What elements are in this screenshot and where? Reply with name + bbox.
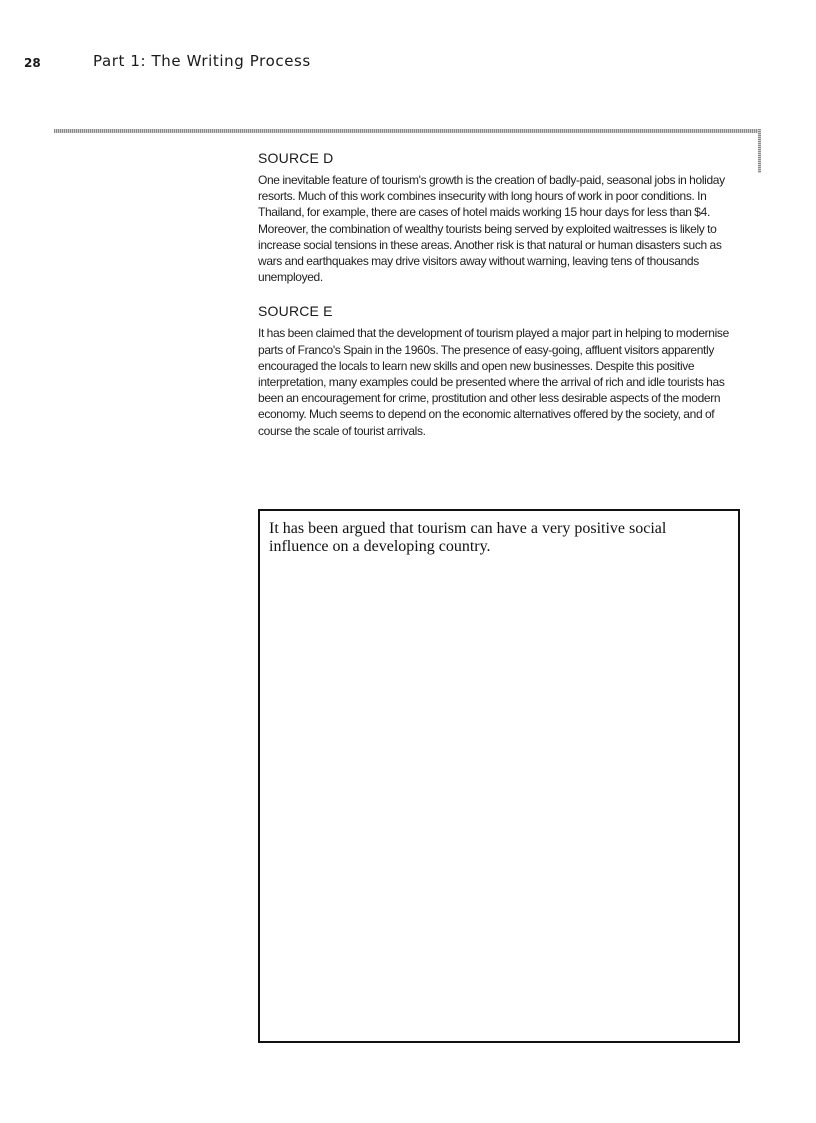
header-rule-end [758, 129, 761, 173]
header-rule [54, 129, 761, 133]
running-title: Part 1: The Writing Process [93, 52, 311, 70]
page-number: 28 [24, 56, 41, 70]
source-e-text: It has been claimed that the development of tourism played a major part in helping to modernise parts of Franco's Spain in the 1960s. The presence of easy-going, affluent visitors apparently encouraged the locals to learn new skills and open new businesses. Despite this positive interpretation, many examples could be presented where the arrival of rich and idle tourists has been an encouragement for crime, prostitution and other less desirable aspects of the modern economy. Much seems to depend on the economic alternatives offered by the society, and of course the scale of tourist arrivals. [258, 326, 729, 438]
source-d-text: One inevitable feature of tourism's growth is the creation of badly-paid, seasonal jobs in holiday resorts. Much of this work combines insecurity with long hours of work in poor conditions. In Thailand, for example, there are cases of hotel maids working 15 hour days for less than $4. Moreover, the combination of wealthy tourists being served by exploited waitresses is likely to increase social tensions in these areas. Another risk is that natural or human disasters such as wars and earthquakes may drive visitors away without warning, leaving tens of thousands unemployed. [258, 173, 725, 285]
source-e-heading: SOURCE E [258, 303, 333, 320]
answer-prompt: It has been argued that tourism can have a very positive social influence on a developing country. [269, 520, 667, 555]
source-e [258, 303, 746, 438]
sources-section [258, 150, 746, 457]
answer-box[interactable] [258, 509, 740, 1043]
source-d-heading: SOURCE D [258, 150, 334, 166]
source-d [258, 150, 746, 285]
